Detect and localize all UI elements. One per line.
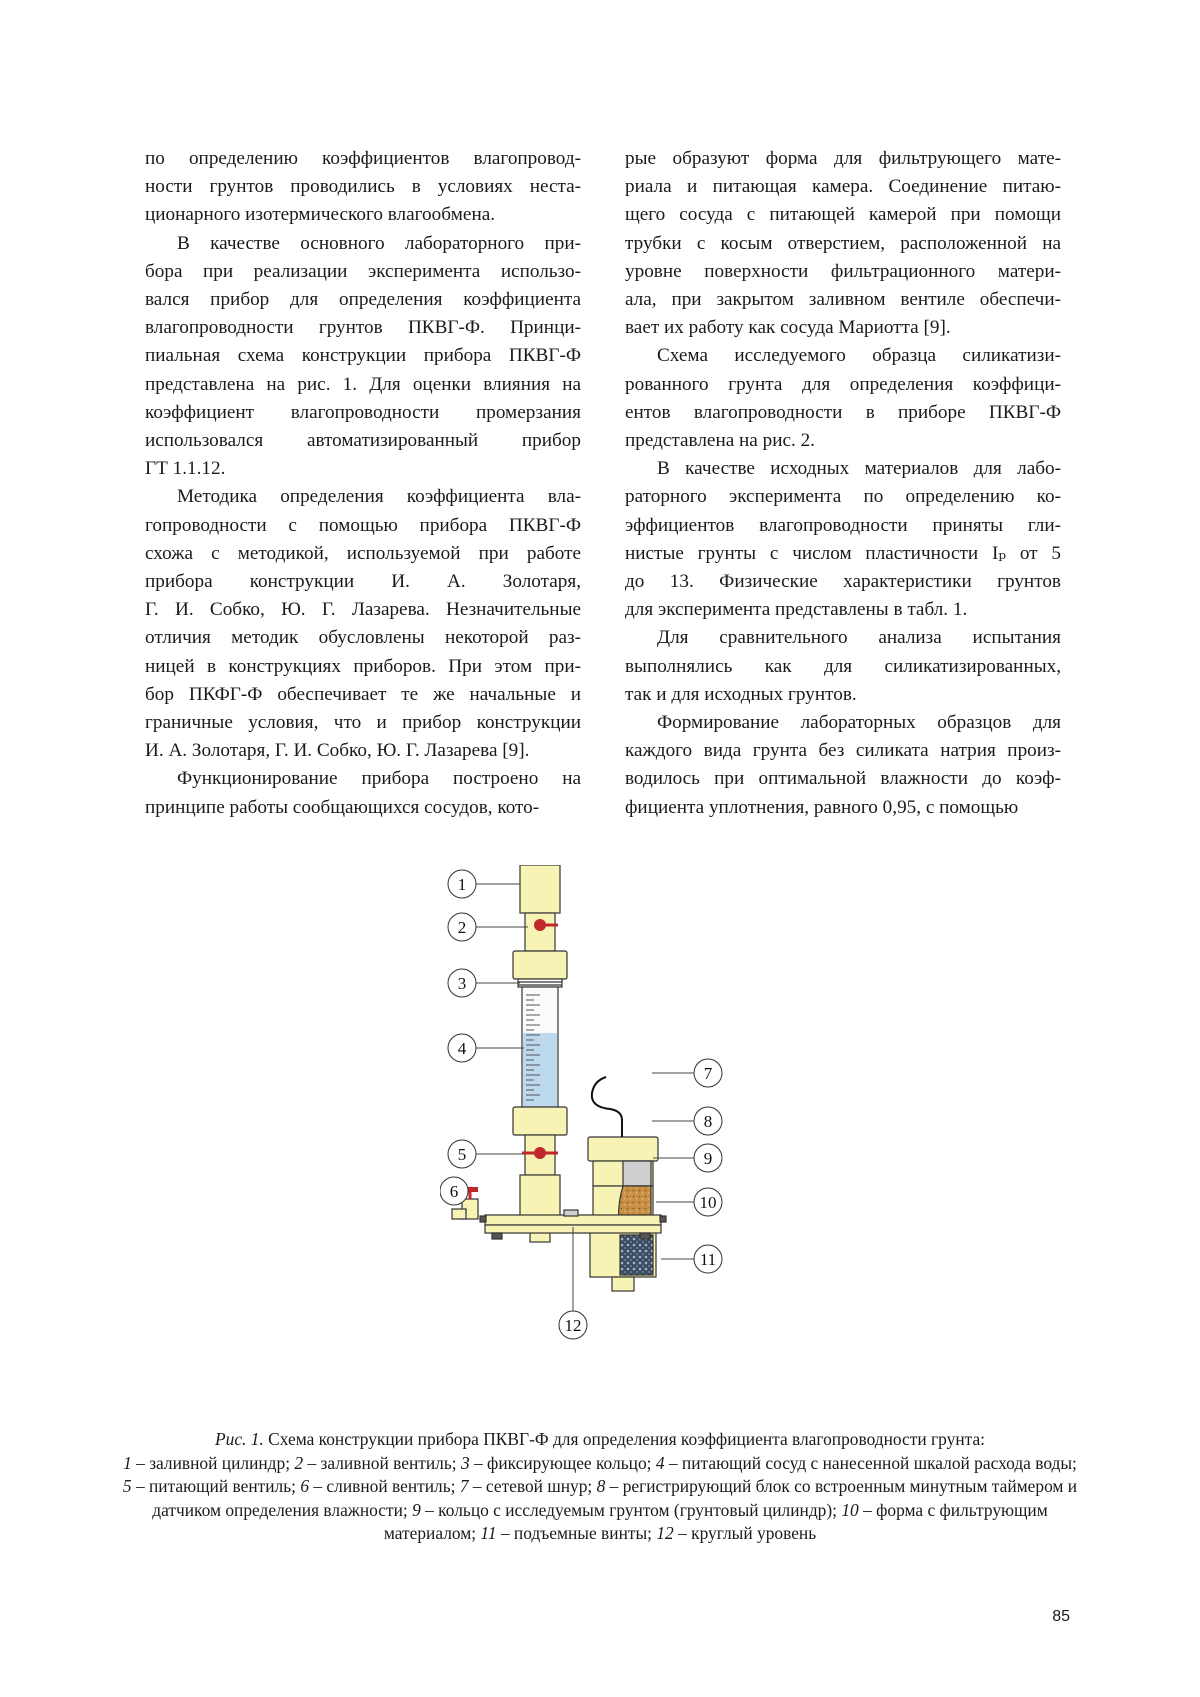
paragraph [145, 230, 581, 484]
coupling-lower [513, 1107, 567, 1135]
callout-number-12: 12 [564, 1316, 582, 1335]
caption-item-number: 11 [480, 1523, 497, 1544]
caption-item-text: – сетевой шнур; [468, 1476, 597, 1497]
moisture-sensor-block [623, 1161, 651, 1186]
caption-item [123, 1453, 294, 1473]
text-line: схожа с методикой, используемой при работе [145, 542, 581, 564]
caption-title: Схема конструкции прибора ПКВГ-Ф для определения коэффициента влагопроводности грунта: [263, 1429, 985, 1449]
paragraph [625, 145, 1061, 342]
caption-item-number: 2 [294, 1452, 304, 1473]
caption-item [480, 1523, 656, 1543]
caption-title-line [120, 1428, 1080, 1452]
text-line: для эксперимента представлены в табл. 1. [625, 599, 968, 621]
text-line: Для сравнительного анализа испытания [657, 627, 1061, 649]
text-line: рые образуют форма для фильтрующего мате- [625, 148, 1061, 169]
text-line: пиальная схема конструкции прибора ПКВГ-Ф [145, 345, 581, 367]
filling-valve-body [525, 913, 555, 951]
caption-item [123, 1476, 300, 1496]
figure-caption [120, 1428, 1080, 1546]
caption-item-text: – кольцо с исследуемым грунтом (грунтовый цилиндр); [420, 1499, 842, 1520]
paragraph [625, 342, 1061, 455]
text-line: нистые грунты с числом пластичности Iₚ от 5 [625, 542, 1061, 564]
caption-item-text: – заливной цилиндр; [131, 1452, 295, 1473]
left-text-column [145, 145, 581, 822]
text-line: ницей в конструкциях приборов. При этом при- [145, 655, 581, 677]
caption-item-text: – регистрирующий блок со встроенным минутным таймером и датчиком определения влажности; [152, 1476, 1078, 1520]
paragraph [625, 709, 1061, 822]
caption-item [656, 1453, 1077, 1473]
caption-item-number: 5 [122, 1476, 132, 1497]
callout-number-10: 10 [699, 1193, 717, 1212]
caption-item-number: 12 [656, 1523, 674, 1544]
caption-item [461, 1453, 656, 1473]
text-line: коэффициент влагопроводности промерзания [145, 401, 581, 423]
callout-number-3: 3 [457, 974, 467, 993]
text-line: Схема исследуемого образца силикатизи- [657, 345, 1061, 367]
caption-item-text: – круглый уровень [673, 1523, 817, 1544]
leveling-screw-right [640, 1233, 650, 1239]
text-line: использовался автоматизированный прибор [145, 430, 581, 452]
text-line: щего сосуда с питающей камерой при помощи [625, 204, 1061, 226]
caption-item-number: 7 [459, 1476, 469, 1497]
callout-number-9: 9 [703, 1149, 713, 1168]
caption-item [300, 1476, 460, 1496]
caption-label: Рис. 1. [215, 1429, 264, 1449]
right-foot [612, 1277, 634, 1291]
caption-item-number: 9 [412, 1499, 421, 1520]
caption-item-text: – питающий сосуд с нанесенной шкалой расхода воды; [664, 1452, 1077, 1473]
caption-item [412, 1500, 841, 1520]
text-line: рованного грунта для определения коэффици- [625, 373, 1061, 395]
text-line: фициента уплотнения, равного 0,95, с помощью [625, 796, 1019, 818]
text-line: каждого вида грунта без силиката натрия произ- [625, 740, 1061, 762]
callout-number-1: 1 [457, 875, 467, 894]
paragraph [145, 483, 581, 765]
text-line: представлена на рис. 2. [625, 430, 815, 452]
caption-item-number: 10 [841, 1499, 859, 1520]
text-line: ГТ 1.1.12. [145, 458, 226, 480]
paragraph [625, 455, 1061, 624]
caption-item-number: 6 [300, 1476, 310, 1497]
callout-number-6: 6 [449, 1182, 459, 1201]
caption-item-number: 1 [123, 1452, 132, 1473]
text-line: так и для исходных грунтов. [625, 683, 857, 705]
callout-number-4: 4 [457, 1039, 467, 1058]
text-line: ала, при закрытом заливном вентиле обеспечи- [625, 289, 1061, 311]
text-line: до 13. Физические характеристики грунтов [625, 571, 1061, 593]
caption-item-number: 4 [655, 1452, 665, 1473]
text-line: гопроводности с помощью прибора ПКВГ-Ф [145, 514, 581, 536]
caption-item-text: – питающий вентиль; [131, 1476, 301, 1497]
callout-number-7: 7 [703, 1064, 713, 1083]
caption-item [294, 1453, 461, 1473]
caption-item [460, 1476, 597, 1496]
text-line: отличия методик обусловлены некоторой раз- [145, 627, 581, 649]
text-line: ности грунтов проводились в условиях неста- [145, 176, 581, 198]
text-line: уровне поверхности фильтрационного матери- [625, 260, 1061, 282]
text-line: ционарного изотермического влагообмена. [145, 204, 496, 226]
right-text-column [625, 145, 1061, 822]
text-line: И. А. Золотаря, Г. И. Собко, Ю. Г. Лазарева [9]. [145, 740, 530, 762]
text-line: граничные условия, что и прибор конструкции [145, 712, 581, 734]
drain-spout [452, 1209, 466, 1219]
caption-item-text: – сливной вентиль; [309, 1476, 460, 1497]
filter-material [620, 1235, 653, 1275]
text-line: вает их работу как сосуда Мариотта [9]. [625, 317, 951, 339]
text-line: прибора конструкции И. А. Золотаря, [145, 571, 581, 593]
callout-number-2: 2 [457, 918, 467, 937]
circular-level [564, 1210, 578, 1216]
callout-number-5: 5 [457, 1145, 467, 1164]
caption-legend [120, 1452, 1080, 1546]
caption-item-number: 3 [460, 1452, 470, 1473]
text-line: В качестве основного лабораторного при- [177, 232, 581, 254]
text-line: принципе работы сообщающихся сосудов, кото- [145, 796, 540, 818]
caption-item-number: 8 [596, 1476, 606, 1497]
leveling-screw-left [492, 1233, 502, 1239]
recording-unit-top [588, 1137, 658, 1161]
callout-number-8: 8 [703, 1112, 713, 1131]
callout-number-11: 11 [699, 1250, 717, 1269]
text-line: бора при реализации эксперимента использо- [145, 260, 581, 282]
caption-item-text: – заливной вентиль; [303, 1452, 461, 1473]
text-line: раторного эксперимента по определению ко- [625, 486, 1061, 508]
text-line: представлена на рис. 1. Для оценки влияния на [145, 373, 581, 395]
text-line: выполнялись как для силикатизированных, [625, 655, 1061, 677]
caption-item-text: – фиксирующее кольцо; [469, 1452, 656, 1473]
caption-item-text: – подъемные винты; [496, 1523, 657, 1544]
paragraph [145, 765, 581, 821]
power-cord [592, 1077, 622, 1137]
text-line: водилось при оптимальной влажности до коэф- [625, 768, 1061, 790]
text-line: риала и питающая камера. Соединение питаю- [625, 176, 1061, 198]
text-line: Методика определения коэффициента вла- [177, 486, 581, 508]
text-line: влагопроводности грунтов ПКВГ-Ф. Принци- [145, 317, 581, 339]
coupling-upper [513, 951, 567, 979]
text-line: вался прибор для определения коэффициента [145, 289, 581, 311]
text-line: Формирование лабораторных образцов для [657, 712, 1061, 734]
device-schematic [440, 865, 820, 1425]
text-line: Функционирование прибора построено на [177, 768, 581, 790]
text-line: по определению коэффициентов влагопровод- [145, 148, 581, 169]
filling-cylinder [520, 865, 560, 913]
fixing-ring [518, 979, 562, 987]
text-line: эффициентов влагопроводности приняты гли- [625, 514, 1061, 536]
text-line: трубки с косым отверстием, расположенной на [625, 232, 1061, 254]
text-line: ентов влагопроводности в приборе ПКВГ-Ф [625, 401, 1061, 423]
caption-item [656, 1523, 816, 1543]
paragraph [145, 145, 581, 230]
device-schematic-figure [440, 865, 820, 1425]
paragraph [625, 624, 1061, 709]
text-line: Г. И. Собко, Ю. Г. Лазарева. Незначительные [145, 599, 581, 621]
page-number: 85 [1052, 1608, 1070, 1625]
text-line: бор ПКФГ-Ф обеспечивает те же начальные и [145, 683, 581, 705]
text-line: В качестве исходных материалов для лабо- [657, 458, 1061, 480]
caption-item-text: – форма с фильтрующим материалом; [383, 1499, 1048, 1544]
